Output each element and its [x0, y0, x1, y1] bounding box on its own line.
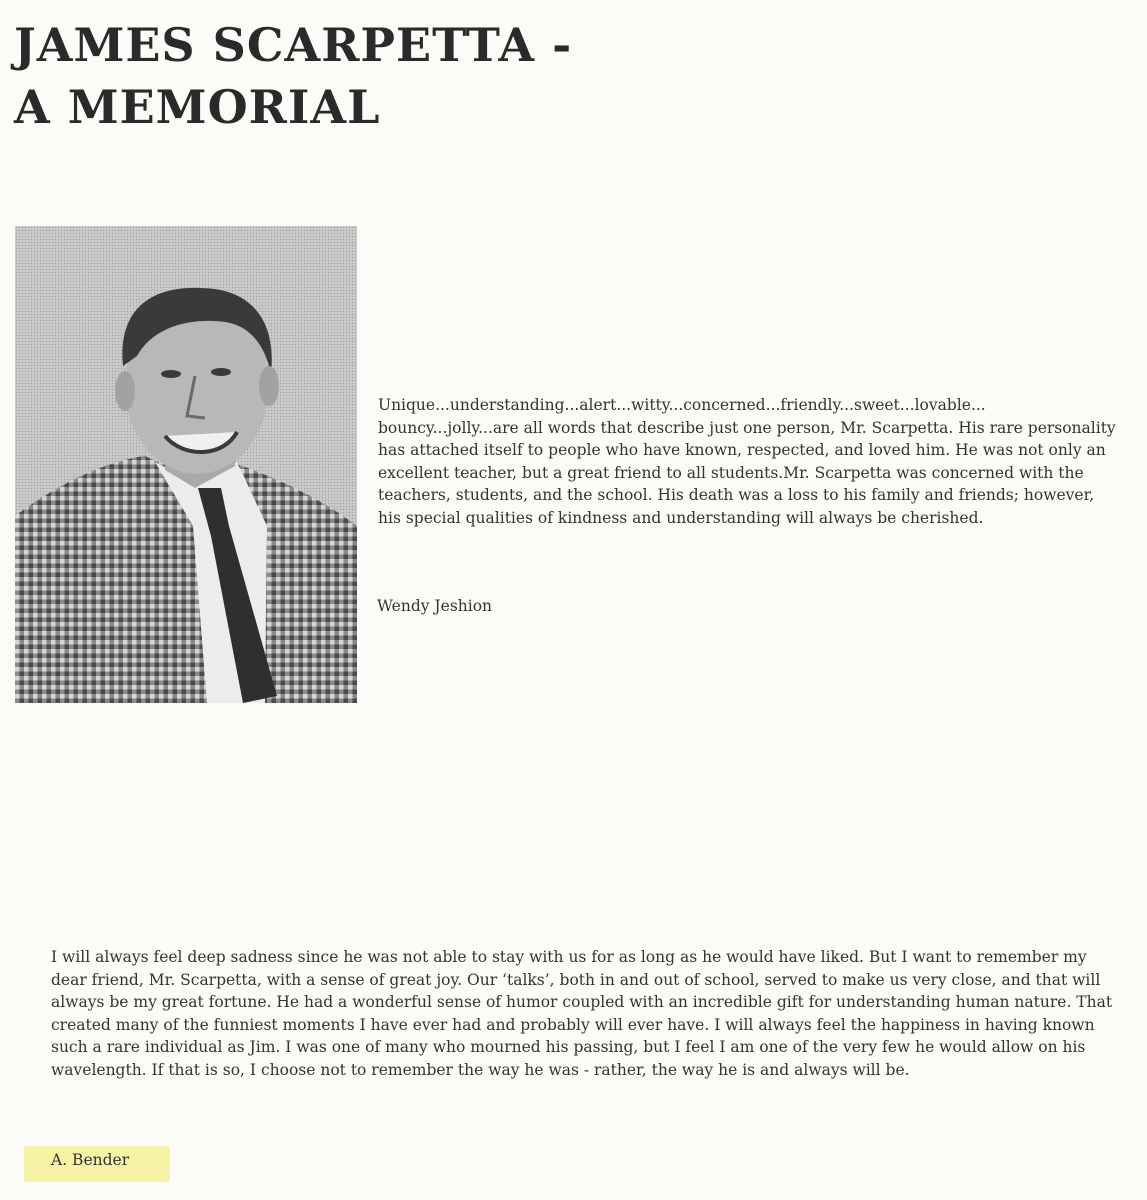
tribute-paragraph-1: Unique...understanding...alert...witty...concerned...friendly...sweet...lovable... bouncy...jolly...are all words that describe just one person, Mr. Scarpetta. His rare personality has attached itself to people who have known, respected, and loved him. He was not only an excellent teacher, but a great friend to all students.Mr. Scarpetta was concerned with the teachers, students, and the school. His death was a loss to his family and friends; however, his special qualities of kindness and understanding will always be cherished.	[378, 396, 1116, 527]
title-line-2: A MEMORIAL	[14, 80, 381, 134]
tribute-author-2: A. Bender	[51, 1151, 130, 1169]
title-line-1: JAMES SCARPETTA -	[14, 18, 573, 72]
tribute-paragraph-2: I will always feel deep sadness since he was not able to stay with us for as long as he would have liked. But I want to remember my dear friend, Mr. Scarpetta, with a sense of great joy. Our ‘talks’, both in and out of school, served to make us very close, and that will always be my great fortune. He had a wonderful sense of humor coupled with an incredible gift for understanding human nature. That created many of the funniest moments I have ever had and probably will ever have. I will always feel the happiness in having known such a rare individual as Jim. I was one of many who mourned his passing, but I feel I am one of the very few he would allow on his wavelength. If that is so, I choose not to remember the way he was - rather, the way he is and always will be.	[51, 948, 1113, 1079]
tribute-author-1: Wendy Jeshion	[377, 597, 493, 615]
page-title	[14, 14, 572, 138]
portrait-photo	[15, 226, 357, 703]
